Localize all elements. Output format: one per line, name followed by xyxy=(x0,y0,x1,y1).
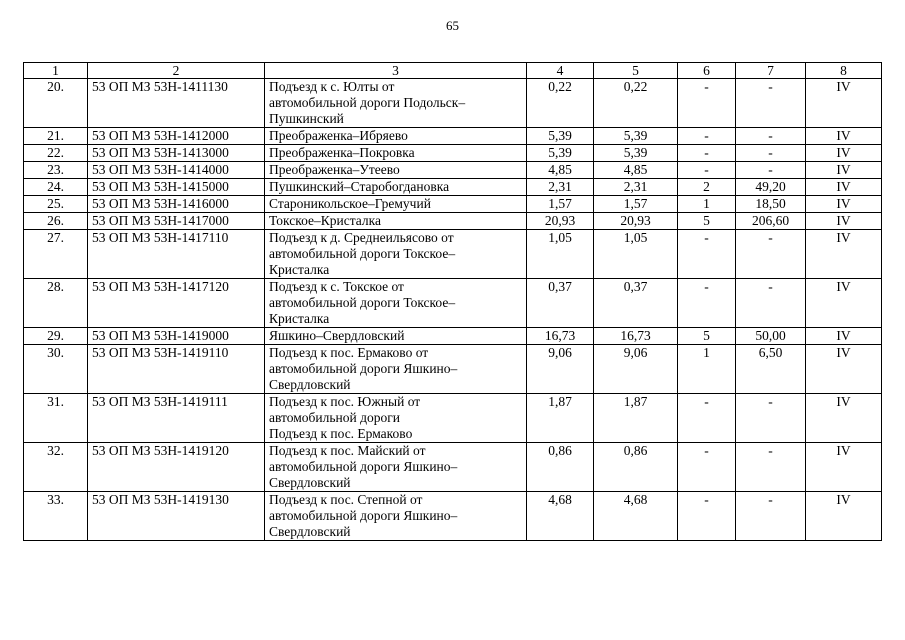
road-code: 53 ОП МЗ 53Н-1414000 xyxy=(88,162,265,179)
column-7-value: - xyxy=(736,79,806,128)
road-code: 53 ОП МЗ 53Н-1417120 xyxy=(88,279,265,328)
column-8-value: IV xyxy=(806,179,882,196)
column-4-value: 1,05 xyxy=(527,230,594,279)
road-code: 53 ОП МЗ 53Н-1411130 xyxy=(88,79,265,128)
column-6-value: - xyxy=(678,230,736,279)
column-6-value: - xyxy=(678,145,736,162)
column-5-value: 5,39 xyxy=(594,145,678,162)
table-row xyxy=(24,328,882,345)
road-name: Подъезд к д. Среднеильясово от автомобильной дороги Токское– Кристалка xyxy=(265,230,527,279)
column-4-value: 4,85 xyxy=(527,162,594,179)
table-row xyxy=(24,162,882,179)
row-number: 21. xyxy=(24,128,88,145)
column-5-value: 16,73 xyxy=(594,328,678,345)
road-name: Преображенка–Покровка xyxy=(265,145,527,162)
table-row xyxy=(24,394,882,443)
table-row xyxy=(24,128,882,145)
column-7-value: 206,60 xyxy=(736,213,806,230)
column-7-value: - xyxy=(736,279,806,328)
column-8-value: IV xyxy=(806,128,882,145)
column-5-value: 9,06 xyxy=(594,345,678,394)
column-8-value: IV xyxy=(806,328,882,345)
road-name: Пушкинский–Старобогдановка xyxy=(265,179,527,196)
column-4-value: 16,73 xyxy=(527,328,594,345)
road-name: Яшкино–Свердловский xyxy=(265,328,527,345)
road-code: 53 ОП МЗ 53Н-1417000 xyxy=(88,213,265,230)
column-8-value: IV xyxy=(806,162,882,179)
road-name: Подъезд к пос. Ермаково от автомобильной дороги Яшкино– Свердловский xyxy=(265,345,527,394)
column-4-value: 1,57 xyxy=(527,196,594,213)
row-number: 24. xyxy=(24,179,88,196)
page-number: 65 xyxy=(446,18,459,33)
column-8-value: IV xyxy=(806,394,882,443)
column-7-value: 50,00 xyxy=(736,328,806,345)
column-7-value: - xyxy=(736,492,806,541)
table-row xyxy=(24,345,882,394)
row-number: 30. xyxy=(24,345,88,394)
column-5-value: 20,93 xyxy=(594,213,678,230)
column-6-value: 5 xyxy=(678,213,736,230)
column-5-value: 1,05 xyxy=(594,230,678,279)
road-code: 53 ОП МЗ 53Н-1419130 xyxy=(88,492,265,541)
column-8-value: IV xyxy=(806,196,882,213)
column-5-value: 4,85 xyxy=(594,162,678,179)
header-row xyxy=(24,63,882,79)
road-name: Подъезд к пос. Южный от автомобильной дороги Подъезд к пос. Ермаково xyxy=(265,394,527,443)
column-8-value: IV xyxy=(806,492,882,541)
table-row xyxy=(24,492,882,541)
column-header-7: 7 xyxy=(736,63,806,79)
column-8-value: IV xyxy=(806,230,882,279)
table-row xyxy=(24,213,882,230)
table-row xyxy=(24,443,882,492)
column-7-value: - xyxy=(736,443,806,492)
column-6-value: - xyxy=(678,128,736,145)
row-number: 28. xyxy=(24,279,88,328)
column-4-value: 5,39 xyxy=(527,145,594,162)
column-5-value: 2,31 xyxy=(594,179,678,196)
row-number: 20. xyxy=(24,79,88,128)
row-number: 26. xyxy=(24,213,88,230)
column-6-value: 5 xyxy=(678,328,736,345)
column-5-value: 0,37 xyxy=(594,279,678,328)
column-7-value: 18,50 xyxy=(736,196,806,213)
road-code: 53 ОП МЗ 53Н-1417110 xyxy=(88,230,265,279)
road-registry-table xyxy=(23,62,882,541)
road-code: 53 ОП МЗ 53Н-1419111 xyxy=(88,394,265,443)
table-body xyxy=(24,79,882,541)
column-7-value: 6,50 xyxy=(736,345,806,394)
column-header-8: 8 xyxy=(806,63,882,79)
row-number: 27. xyxy=(24,230,88,279)
road-name: Подъезд к пос. Майский от автомобильной дороги Яшкино– Свердловский xyxy=(265,443,527,492)
column-8-value: IV xyxy=(806,79,882,128)
column-6-value: - xyxy=(678,162,736,179)
column-7-value: - xyxy=(736,162,806,179)
column-header-6: 6 xyxy=(678,63,736,79)
table-row xyxy=(24,145,882,162)
row-number: 29. xyxy=(24,328,88,345)
column-6-value: - xyxy=(678,394,736,443)
column-8-value: IV xyxy=(806,145,882,162)
column-8-value: IV xyxy=(806,345,882,394)
column-4-value: 0,37 xyxy=(527,279,594,328)
column-header-2: 2 xyxy=(88,63,265,79)
road-name: Преображенка–Ибряево xyxy=(265,128,527,145)
column-8-value: IV xyxy=(806,279,882,328)
column-5-value: 1,57 xyxy=(594,196,678,213)
column-4-value: 9,06 xyxy=(527,345,594,394)
column-7-value: 49,20 xyxy=(736,179,806,196)
column-8-value: IV xyxy=(806,213,882,230)
column-4-value: 1,87 xyxy=(527,394,594,443)
row-number: 23. xyxy=(24,162,88,179)
table-row xyxy=(24,79,882,128)
column-6-value: - xyxy=(678,443,736,492)
road-code: 53 ОП МЗ 53Н-1416000 xyxy=(88,196,265,213)
column-6-value: 1 xyxy=(678,196,736,213)
column-6-value: 1 xyxy=(678,345,736,394)
row-number: 22. xyxy=(24,145,88,162)
table-row xyxy=(24,196,882,213)
row-number: 33. xyxy=(24,492,88,541)
column-6-value: - xyxy=(678,79,736,128)
column-header-4: 4 xyxy=(527,63,594,79)
column-7-value: - xyxy=(736,230,806,279)
column-4-value: 20,93 xyxy=(527,213,594,230)
road-name: Токское–Кристалка xyxy=(265,213,527,230)
road-name: Подъезд к пос. Степной от автомобильной дороги Яшкино– Свердловский xyxy=(265,492,527,541)
table-row xyxy=(24,179,882,196)
column-4-value: 0,22 xyxy=(527,79,594,128)
column-5-value: 4,68 xyxy=(594,492,678,541)
column-4-value: 2,31 xyxy=(527,179,594,196)
column-7-value: - xyxy=(736,128,806,145)
column-6-value: - xyxy=(678,279,736,328)
column-5-value: 0,86 xyxy=(594,443,678,492)
road-name: Подъезд к с. Токское от автомобильной дороги Токское– Кристалка xyxy=(265,279,527,328)
road-name: Подъезд к с. Юлты от автомобильной дороги Подольск– Пушкинский xyxy=(265,79,527,128)
table-row xyxy=(24,279,882,328)
road-code: 53 ОП МЗ 53Н-1419000 xyxy=(88,328,265,345)
table-row xyxy=(24,230,882,279)
column-header-5: 5 xyxy=(594,63,678,79)
road-code: 53 ОП МЗ 53Н-1413000 xyxy=(88,145,265,162)
road-code: 53 ОП МЗ 53Н-1419110 xyxy=(88,345,265,394)
column-6-value: 2 xyxy=(678,179,736,196)
road-code: 53 ОП МЗ 53Н-1415000 xyxy=(88,179,265,196)
column-7-value: - xyxy=(736,145,806,162)
row-number: 25. xyxy=(24,196,88,213)
road-code: 53 ОП МЗ 53Н-1419120 xyxy=(88,443,265,492)
road-name: Староникольское–Гремучий xyxy=(265,196,527,213)
column-4-value: 5,39 xyxy=(527,128,594,145)
column-8-value: IV xyxy=(806,443,882,492)
row-number: 32. xyxy=(24,443,88,492)
column-4-value: 4,68 xyxy=(527,492,594,541)
column-header-1: 1 xyxy=(24,63,88,79)
road-name: Преображенка–Утеево xyxy=(265,162,527,179)
column-5-value: 0,22 xyxy=(594,79,678,128)
column-6-value: - xyxy=(678,492,736,541)
road-code: 53 ОП МЗ 53Н-1412000 xyxy=(88,128,265,145)
column-header-3: 3 xyxy=(265,63,527,79)
column-5-value: 1,87 xyxy=(594,394,678,443)
column-4-value: 0,86 xyxy=(527,443,594,492)
column-7-value: - xyxy=(736,394,806,443)
column-5-value: 5,39 xyxy=(594,128,678,145)
row-number: 31. xyxy=(24,394,88,443)
